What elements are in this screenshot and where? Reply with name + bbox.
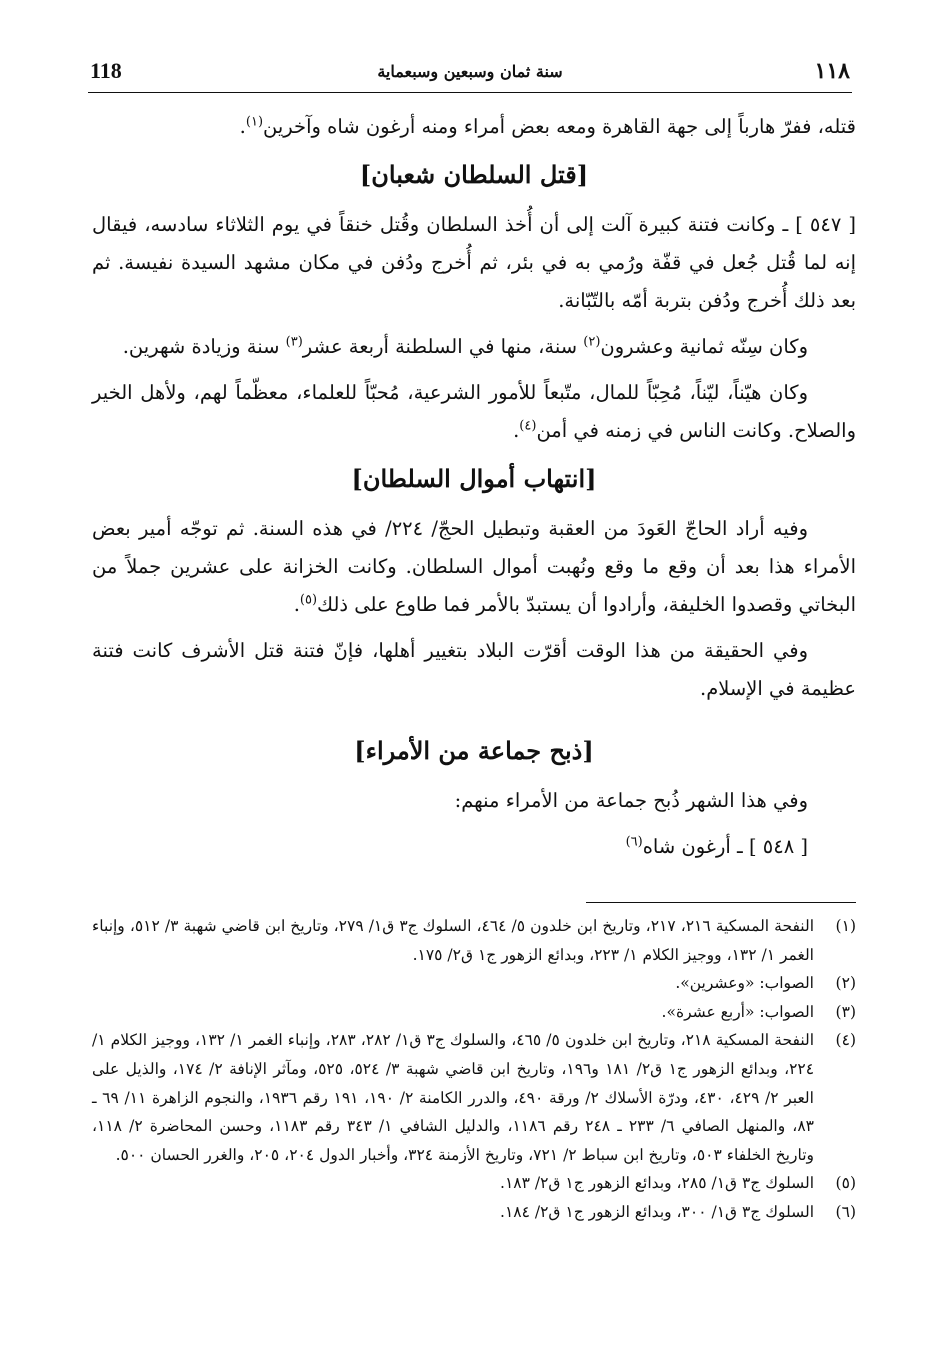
footnote-text: النفحة المسكية ٢١٦، ٢١٧، وتاريخ ابن خلدون ٥/ ٤٦٤، السلوك ج٣ ق١/ ٢٧٩، وتاريخ ابن قاضي شهبة ٣/ ٥١٢، وإنباء الغمر ١/ ١٣٢، ووجيز الكلام ١/ ٢٢٣، وبدائع الزهور ج١ ق٢/ ١٧٥.	[92, 917, 814, 964]
footnote-number: (٣)	[835, 1002, 856, 1021]
footnote-number: (٥)	[835, 1174, 856, 1193]
footnote-ref[interactable]: (٣)	[285, 334, 303, 350]
section-heading: [ذبح جماعة من الأمراء]	[354, 736, 594, 765]
footnote	[92, 969, 856, 998]
footnote-number: (٦)	[835, 1202, 856, 1221]
footnote-number: (٤)	[835, 1031, 856, 1050]
paragraph: وفي هذا الشهر ذُبح جماعة من الأمراء منهم:	[454, 789, 808, 812]
paragraph: وفيه أراد الحاجّ العَودَ من العقبة وتبطيل الحجّ/ ٢٢٤/ في هذه السنة. ثم توجّه أمير بعض الأمراء هذا بعد أن وقع ما وقع ونُهبت أموال السلطان. وكانت الخزانة على عشرين جملاً من البخاتي وقصدوا الخليفة، وأرادوا أن يستبدّ بالأمر فما طاوع على ذلك$^{(٥)}$.	[92, 517, 856, 616]
footnote	[92, 912, 856, 969]
footnote	[92, 1169, 856, 1198]
page-header	[88, 58, 852, 93]
footnote-ref[interactable]: (٦)	[625, 834, 643, 850]
footnote-text: النفحة المسكية ٢١٨، وتاريخ ابن خلدون ٥/ ٤٦٥، والسلوك ج٣ ق١/ ٢٨٢، ٢٨٣، وإنباء الغمر ١/ ١٣٢، ووجيز الكلام ١/ ٢٢٤، وبدائع الزهور ج١ ق٢/ ١٨١ و١٩٦، وتاريخ ابن قاضي شهبة ٣/ ٥٢٤، ٥٢٥، ومآثر الإنافة ٢/ ١٧٤، والذيل على العبر ٢/ ٤٢٩، ٤٣٠، ودرّة الأسلاك ٢/ ورقة ٤٩٠، والدرر الكامنة ٢/ ١٩٠، ١٩١ رقم ١٩٣٦، والنجوم الزاهرة ١١/ ٦٩ ـ ٨٣، والمنهل الصافي ٦/ ٢٣٣ ـ ٢٤٨ رقم ١١٨٦، والدليل الشافي ١/ ٣٤٣ رقم ١١٨٣، وحسن المحاضرة ٢/ ١١٨، وتاريخ الخلفاء ٥٠٣، وتاريخ ابن سباط ٢/ ٧٢١، وتاريخ الأزمنة ٣٢٤، وأخبار الدول ٢٠٤، ٢٠٥، والغرر الحسان ٥٠٠.	[92, 1031, 815, 1164]
footnote-ref[interactable]: (٥)	[299, 592, 318, 608]
footnote	[92, 1198, 856, 1227]
footnote-ref[interactable]: (٢)	[583, 334, 601, 350]
footnote-ref[interactable]: (١)	[245, 114, 264, 130]
footnote	[92, 1026, 856, 1169]
section-heading: [قتل السلطان شعبان]	[359, 160, 589, 189]
page-number-latin: 118	[90, 58, 122, 83]
main-text	[92, 108, 856, 874]
numbered-paragraph: [ ٥٤٨ ] ـ أرغون شاه$^{(٦)}$	[625, 834, 808, 858]
section-heading: [انتهاب أموال السلطان]	[351, 464, 597, 493]
footnote-number: (٢)	[835, 974, 856, 993]
footnote-text: السلوك ج٣ ق١/ ٢٨٥، وبدائع الزهور ج١ ق٢/ ١٨٣.	[500, 1174, 814, 1193]
paragraph: وفي الحقيقة من هذا الوقت أقرّت البلاد بتغيير أهلها، فإنّ فتنة قتل الأشرف كانت فتنة عظيمة في الإسلام.	[92, 639, 856, 700]
footnote-text: السلوك ج٣ ق١/ ٣٠٠، وبدائع الزهور ج١ ق٢/ ١٨٤.	[500, 1202, 814, 1221]
footnotes	[92, 912, 856, 1227]
page-number-arabic: ١١٨	[814, 58, 850, 84]
footnote-text: الصواب: «أربع عشرة».	[661, 1002, 814, 1021]
footnote-number: (١)	[835, 917, 856, 935]
footnote-separator	[586, 902, 856, 903]
running-title: سنة ثمان وسبعين وسبعماية	[377, 62, 563, 81]
paragraph: وكان هيّناً، ليّناً، مُحِبّاً للمال، متّبعاً للأمور الشرعية، مُحبّاً للعلماء، معظّماً لهم، ولأهل الخير والصلاح. وكانت الناس في زمنه في أمن$^{(٤)}$.	[92, 381, 856, 442]
footnote-ref[interactable]: (٤)	[519, 418, 537, 434]
numbered-paragraph: [ ٥٤٧ ] ـ وكانت فتنة كبيرة آلت إلى أن أُخذ السلطان وقُتل خنقاً في يوم الثلاثاء سادسه، فيقال إنه لما قُتل جُعل في قفّة ورُمي به في بئر، ثم أُخرج ودُفن في مكان مشهد السيدة نفيسة. ثم بعد ذلك أُخرج ودُفن بتربة أمّه بالتّبّانة.	[92, 213, 857, 312]
intro-paragraph: قتله، ففرّ هارباً إلى جهة القاهرة ومعه بعض أمراء ومنه أرغون شاه وآخرين$^{(١)}$.	[239, 114, 856, 138]
paragraph: وكان سِنّه ثمانية وعشرون$^{(٢)}$ سنة، منها في السلطنة أربعة عشر$^{(٣)}$ سنة وزيادة شهرين.	[122, 334, 808, 358]
footnote	[92, 998, 856, 1027]
footnote-text: الصواب: «وعشرين».	[675, 974, 814, 993]
